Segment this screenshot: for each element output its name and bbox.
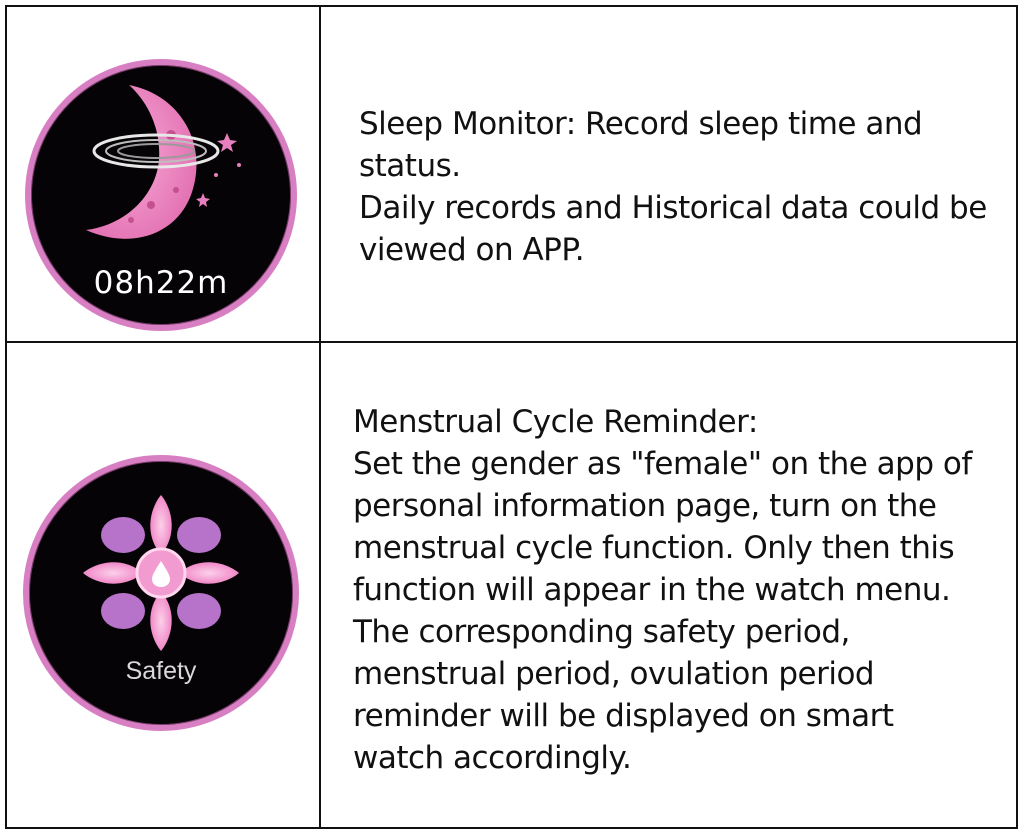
safety-status-label: Safety: [125, 657, 197, 685]
menstrual-watch-face: [23, 455, 299, 731]
table-row-menstrual: [7, 343, 1016, 829]
table-row-sleep: [7, 7, 1016, 343]
menstrual-image-cell: [7, 343, 319, 829]
sleep-text-cell: [321, 7, 1016, 341]
menstrual-text-cell: [321, 343, 1016, 829]
sleep-image-cell: [7, 7, 319, 341]
sleep-description: Sleep Monitor: Record sleep time and status. Daily records and Historical data could be viewed on APP.: [359, 106, 987, 268]
menstrual-description: Menstrual Cycle Reminder: Set the gender as "female" on the app of personal information page, turn on the menstrual cycle function. Only then this function will appear in the watch menu. The corresponding safety period, menstrual period, ovulation period reminder will be displayed on smart watch accordingly.: [353, 404, 972, 776]
sleep-time-readout: 08h22m: [93, 265, 229, 301]
feature-table: [5, 5, 1018, 829]
sleep-watch-face: [25, 59, 297, 331]
